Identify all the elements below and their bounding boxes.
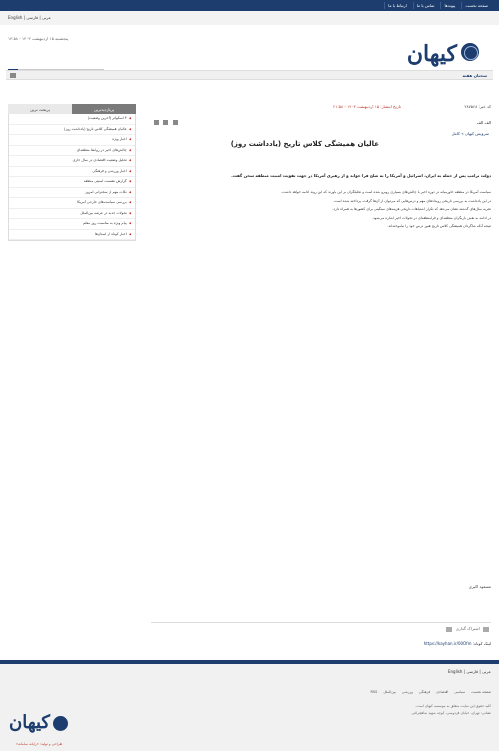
email-icon[interactable]	[154, 120, 159, 125]
top-nav	[384, 2, 491, 9]
header-date: پنجشنبه ۱۵ اردیبهشت ۱۴۰۳ - ۱۴:۵۸	[8, 36, 69, 41]
sidebar	[8, 104, 136, 241]
font-size-controls[interactable]: الف الف	[476, 120, 491, 125]
list-item[interactable]: ◀ پیام ویژه به مناسبت روز معلم	[9, 219, 135, 230]
top-nav-connect[interactable]: ارتباط با ما	[384, 2, 410, 9]
list-item[interactable]: ◀ گزارش نشست امنیتی منطقه	[9, 177, 135, 188]
paragraph: تجربه سال‌های گذشته نشان می‌دهد که تکرار اشتباهات تاریخی هزینه‌های سنگینی برای کشورها به همراه دارد.	[332, 207, 491, 211]
breadcrumb[interactable]: سرویس کیهان » کامل	[451, 131, 489, 136]
footer-logo-wordmark: کیهان	[8, 712, 50, 733]
section-bar	[6, 70, 493, 80]
paragraph: در این یادداشت به بررسی تاریخی رویدادهای مهم و درس‌هایی که می‌توان از آن‌ها گرفت، پرداخته شده است.	[333, 198, 491, 203]
short-url-label: لینک کوتاه:	[472, 641, 491, 646]
top-nav-links[interactable]: پیوندها	[440, 2, 458, 9]
footer-link[interactable]: سیاسی	[454, 690, 466, 694]
list-item[interactable]: ◀ ۳ اسکواتر (آخرین وضعیت)	[9, 114, 135, 125]
footer-link-rss[interactable]: RSS	[370, 690, 378, 694]
paragraph: در ادامه به نقش بازیگران منطقه‌ای و فرامنطقه‌ای در تحولات اخیر اشاره می‌شود.	[371, 215, 491, 220]
top-nav-contact[interactable]: تماس با ما	[413, 2, 438, 9]
list-item[interactable]: ◀ اخبار ویژه	[9, 135, 135, 146]
footer-link[interactable]: اقتصادی	[436, 690, 449, 694]
footer-address: نشانی: تهران، خیابان فردوسی، کوچه شهید شاهچراغی	[411, 711, 491, 715]
list-item[interactable]: ◀ تحلیل وضعیت اقتصادی در سال جاری	[9, 156, 135, 167]
share-bar	[151, 622, 491, 632]
article-body	[151, 190, 491, 233]
paragraph: سیاست آمریکا در منطقه خاورمیانه در دوره اخیر با چالش‌های بسیاری روبرو شده است و تحلیلگران بر این باورند که این روند ادامه خواهد داشت.	[281, 190, 491, 194]
section-title[interactable]: سخنان هفته	[462, 73, 487, 78]
footer	[0, 660, 499, 751]
footer-link[interactable]: ورزشی	[401, 690, 413, 694]
author-signature: مسعود اکبری	[468, 584, 491, 589]
globe-icon	[53, 716, 68, 731]
print-icon[interactable]	[173, 120, 178, 125]
top-nav-home[interactable]: صفحه نخست	[461, 2, 491, 9]
globe-icon	[461, 43, 479, 61]
footer-links	[370, 690, 491, 694]
tab-most-discussed[interactable]: پربحث ترین	[8, 104, 72, 114]
list-item[interactable]: ◀ اخبار ورزشی و فرهنگی	[9, 167, 135, 178]
article-title: عالیان همیشگی کلاس تاریخ (یادداشت روز)	[230, 140, 379, 148]
list-item[interactable]: ◀ نکات مهم از سخنرانی امروز	[9, 188, 135, 199]
article-tools	[151, 120, 491, 130]
save-icon[interactable]	[163, 120, 168, 125]
share-label[interactable]: اشتراک گذاری	[455, 626, 480, 631]
list-item[interactable]: ◀ چالش‌های اخیر در روابط منطقه‌ای	[9, 146, 135, 157]
footer-language-links[interactable]: English | عربی | فارسی	[447, 669, 491, 674]
site-logo[interactable]	[407, 39, 479, 69]
top-bar	[0, 0, 499, 11]
publish-date: تاریخ انتشار: ۱۵ اردیبهشت ۱۴۰۳ - ۲۱:۵۸	[333, 104, 401, 109]
article-meta	[151, 104, 491, 112]
short-url-link[interactable]: https://kayhan.ir/00Ofm	[423, 641, 472, 646]
paragraph: نتیجه آنکه شاگردان همیشگی کلاس تاریخ هنوز درس خود را نیاموخته‌اند.	[387, 224, 491, 228]
short-url	[151, 641, 491, 646]
logo-wordmark: کیهان	[406, 41, 457, 67]
share-icon[interactable]	[483, 627, 489, 632]
tab-most-viewed[interactable]: پربازدیدترین	[72, 104, 136, 114]
list-item[interactable]: ◀ بررسی سیاست‌های خارجی آمریکا	[9, 198, 135, 209]
list-item[interactable]: ◀ عالیان همیشگی کلاس تاریخ (یادداشت روز)	[9, 125, 135, 136]
article-lead: دولت ترامپ پس از حمله به ایران، اسرائیل و آمریکا را به صلح فرا خواند و از رهبری آمریکا در جهت تقویت امنیت منطقه سخن گفت.	[231, 173, 491, 178]
comment-icon[interactable]	[446, 627, 452, 632]
footer-copyright: کلیه حقوق این سایت متعلق به موسسه کیهان است.	[415, 704, 491, 708]
footer-logo[interactable]	[8, 712, 68, 738]
footer-credit[interactable]: طراحی و تولید: «رایانه سامانه»	[16, 742, 63, 746]
footer-link[interactable]: صفحه نخست	[471, 690, 491, 694]
tool-icons	[151, 120, 178, 126]
list-item[interactable]: ◀ اخبار کوتاه از استان‌ها	[9, 230, 135, 241]
footer-link[interactable]: فرهنگی	[418, 690, 431, 694]
sidebar-list	[8, 114, 136, 241]
sidebar-tabs	[8, 104, 136, 114]
language-bar	[0, 11, 499, 25]
home-icon[interactable]	[10, 73, 16, 78]
footer-link[interactable]: بین‌الملل	[383, 690, 396, 694]
list-item[interactable]: ◀ تحولات جدید در عرصه بین‌الملل	[9, 209, 135, 220]
language-links[interactable]: English | عربی | فارسی	[8, 15, 52, 20]
news-code: کد خبر: ۲۸۷۵۶۸	[464, 104, 491, 109]
